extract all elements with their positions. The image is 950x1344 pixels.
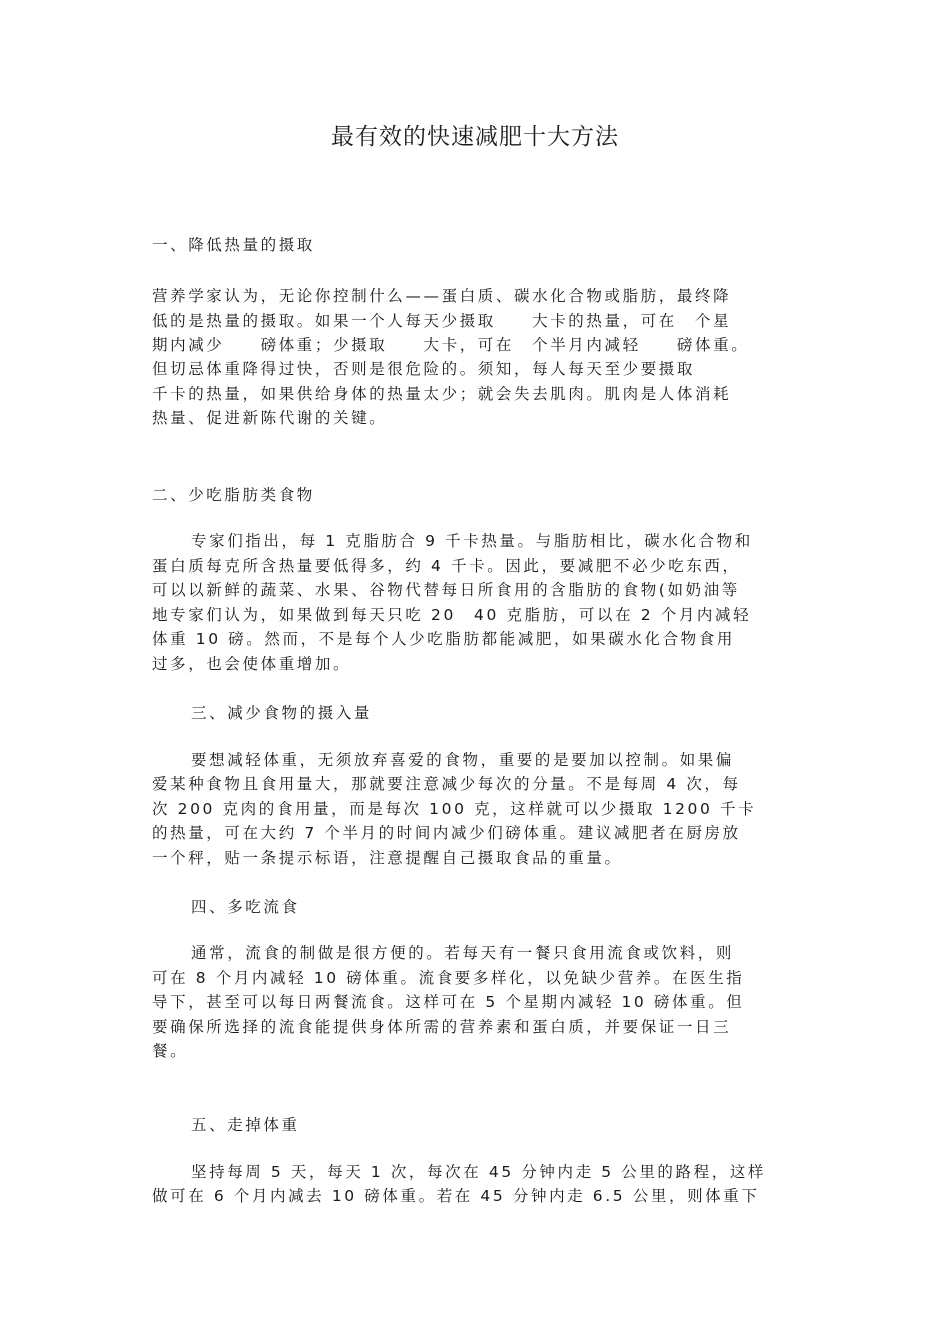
section-heading: 二、少吃脂肪类食物: [152, 486, 315, 504]
paragraph-line: 过多，也会使体重增加。: [152, 655, 352, 673]
paragraph-line: 要想减轻体重，无须放弃喜爱的食物，重要的是要加以控制。如果偏: [191, 751, 735, 769]
paragraph-line: 可以以新鲜的蔬菜、水果、谷物代替每日所食用的含脂肪的食物(如奶油等: [152, 581, 740, 599]
paragraph-line: 餐。: [152, 1042, 189, 1060]
paragraph-line: 爱某种食物且食用量大，那就要注意减少每次的分量。不是每周 4 次，每: [152, 775, 741, 793]
paragraph-line: 一个秤，贴一条提示标语，注意提醒自己摄取食品的重量。: [152, 849, 623, 867]
paragraph-line: 热量、促进新陈代谢的关键。: [152, 409, 388, 427]
paragraph-line: 导下，甚至可以每日两餐流食。这样可在 5 个星期内减轻 10 磅体重。但: [152, 993, 745, 1011]
paragraph-line: 但切忌体重降得过快，否则是很危险的。须知，每人每天至少要摄取: [152, 360, 696, 378]
paragraph-line: 可在 8 个月内减轻 10 磅体重。流食要多样化，以免缺少营养。在医生指: [152, 969, 745, 987]
paragraph-line: 体重 10 磅。然而，不是每个人少吃脂肪都能减肥，如果碳水化合物食用: [152, 630, 735, 648]
paragraph-line: 做可在 6 个月内减去 10 磅体重。若在 45 分钟内走 6.5 公里，则体重下: [152, 1187, 760, 1205]
paragraph-line: 地专家们认为，如果做到每天只吃 20 40 克脂肪，可以在 2 个月内减轻: [152, 606, 752, 624]
paragraph-line: 通常，流食的制做是很方便的。若每天有一餐只食用流食或饮料，则: [191, 944, 735, 962]
section-heading: 五、走掉体重: [191, 1116, 300, 1134]
paragraph-line: 千卡的热量，如果供给身体的热量太少；就会失去肌肉。肌肉是人体消耗: [152, 385, 732, 403]
paragraph-line: 期内减少 磅体重；少摄取 大卡，可在 个半月内减轻 磅体重。: [152, 336, 750, 354]
paragraph-line: 低的是热量的摄取。如果一个人每天少摄取 大卡的热量，可在 个星: [152, 312, 732, 330]
section-heading: 一、降低热量的摄取: [152, 236, 315, 254]
paragraph-line: 要确保所选择的流食能提供身体所需的营养素和蛋白质，并要保证一日三: [152, 1018, 732, 1036]
section-heading: 三、减少食物的摄入量: [191, 704, 373, 722]
paragraph-line: 次 200 克肉的食用量，而是每次 100 克，这样就可以少摄取 1200 千卡: [152, 800, 757, 818]
document-title: 最有效的快速减肥十大方法: [331, 124, 619, 150]
paragraph-line: 专家们指出，每 1 克脂肪合 9 千卡热量。与脂肪相比，碳水化合物和: [191, 532, 753, 550]
paragraph-line: 的热量，可在大约 7 个半月的时间内减少们磅体重。建议减肥者在厨房放: [152, 824, 741, 842]
paragraph-line: 坚持每周 5 天，每天 1 次，每次在 45 分钟内走 5 公里的路程，这样: [191, 1163, 767, 1181]
paragraph-line: 营养学家认为，无论你控制什么——蛋白质、碳水化合物或脂肪，最终降: [152, 287, 732, 305]
paragraph-line: 蛋白质每克所含热量要低得多，约 4 千卡。因此，要减肥不必少吃东西，: [152, 557, 741, 575]
section-heading: 四、多吃流食: [191, 898, 300, 916]
